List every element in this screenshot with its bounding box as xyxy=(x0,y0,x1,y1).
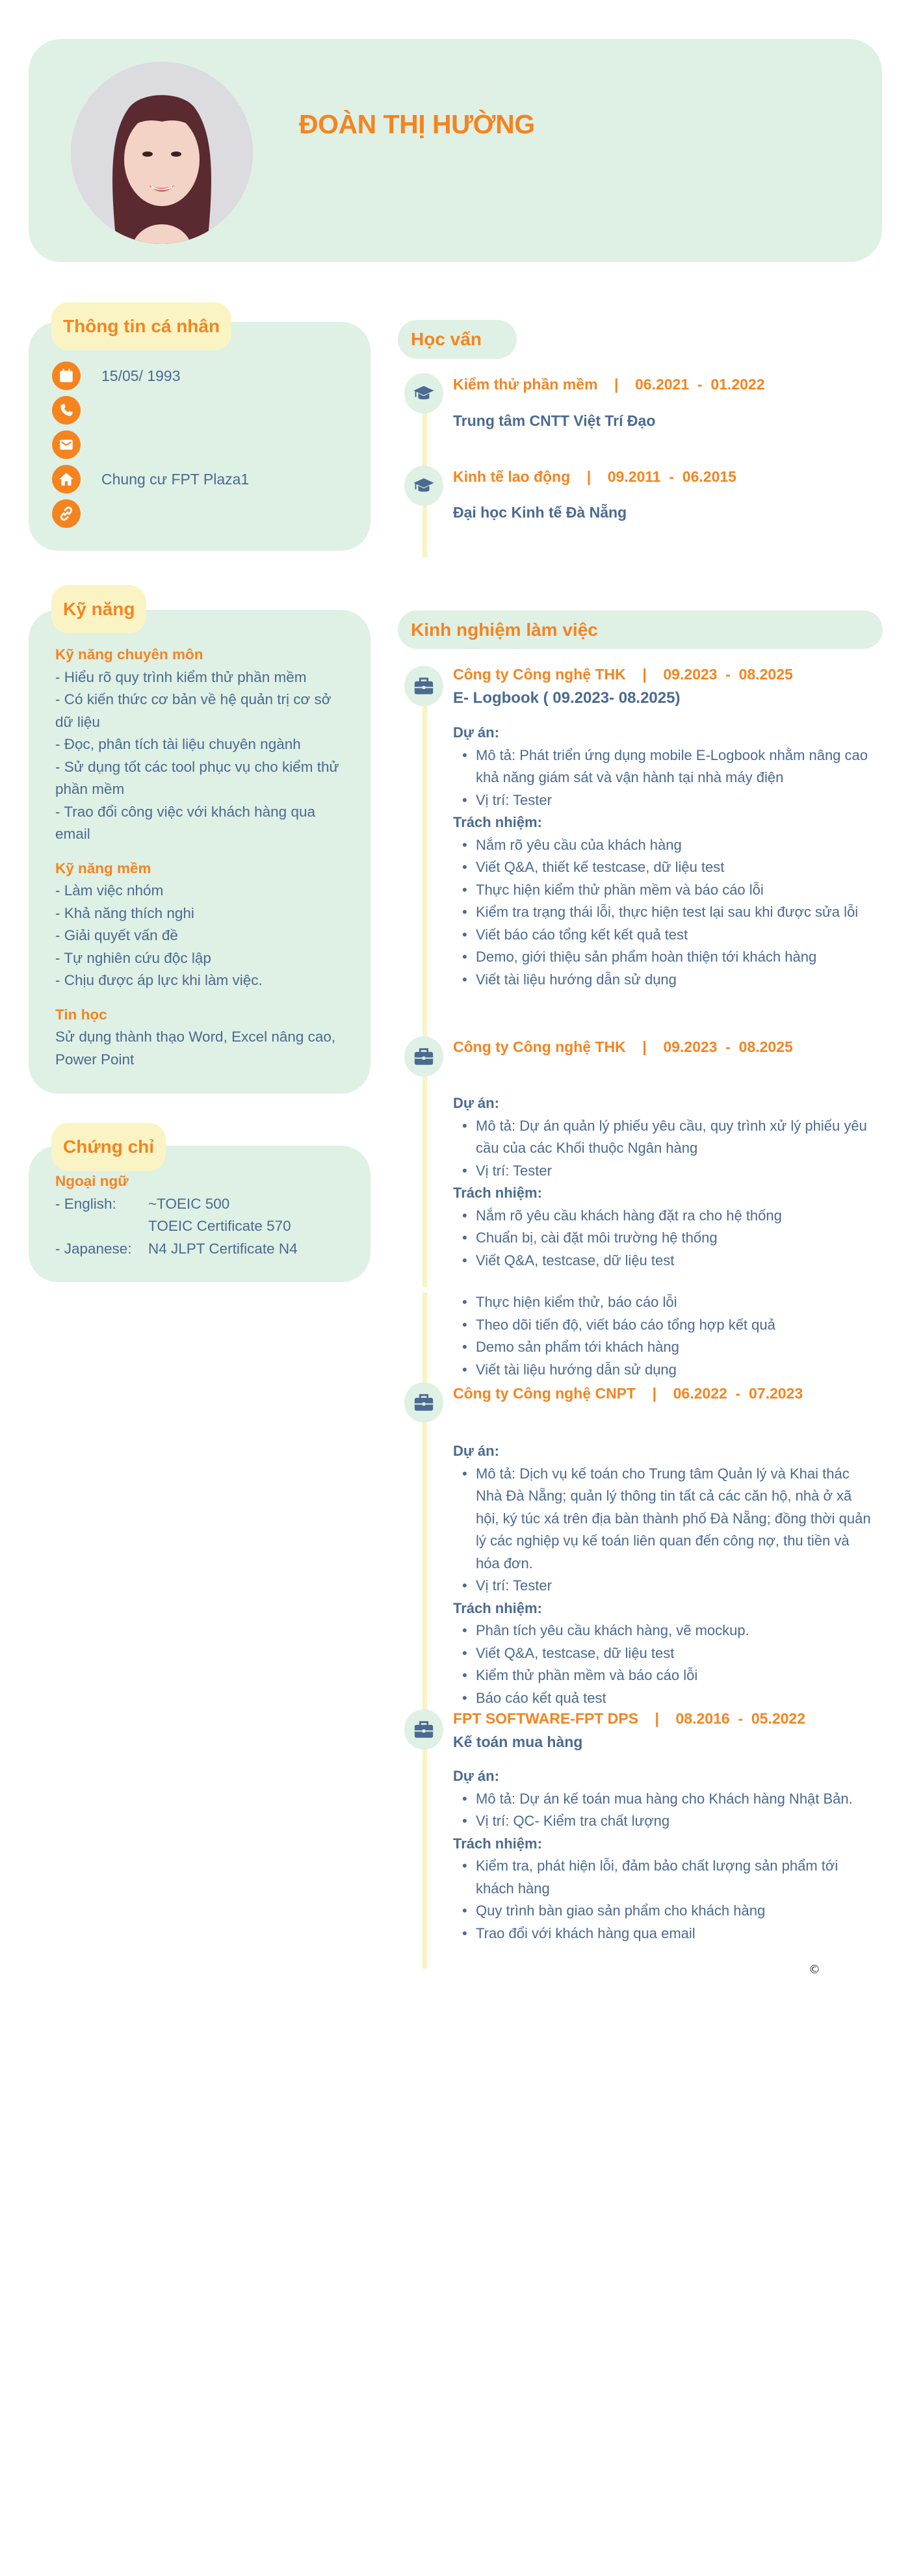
experience-timeline xyxy=(422,676,427,1287)
responsibility-item: • Demo sản phẩm tới khách hàng xyxy=(453,1336,876,1359)
birthdate-text: 15/05/ 1993 xyxy=(101,367,181,384)
project-item: • Mô tả: Dự án kế toán mua hàng cho Khách hàng Nhật Bản. xyxy=(453,1788,876,1811)
education-title: Học vấn xyxy=(398,320,517,359)
responsibility-item: • Viết báo cáo tổng kết kết quả test xyxy=(453,924,876,947)
skill-line: - Có kiến thức cơ bản về hệ quản trị cơ sở dữ liệu xyxy=(55,691,332,730)
project-item: • Vị trí: Tester xyxy=(453,789,876,812)
education-school: Đại học Kinh tế Đà Nẵng xyxy=(453,504,627,521)
job-subtitle: Kế toán mua hàng xyxy=(453,1733,583,1750)
it-skills-heading: Tin học xyxy=(55,1006,107,1023)
languages-heading: Ngoại ngữ xyxy=(55,1173,129,1189)
project-item: • Mô tả: Dự án quản lý phiếu yêu cầu, quy trình xử lý phiếu yêu cầu của các Khối thuộc Ngân hàng xyxy=(453,1115,876,1160)
calendar-icon xyxy=(52,361,81,390)
cert-row: - English: ~TOEIC 500 xyxy=(55,1195,230,1212)
responsibility-item: • Demo, giới thiệu sản phẩm hoàn thiện tới khách hàng xyxy=(453,946,876,969)
profile-photo xyxy=(71,62,253,244)
project-item: • Vị trí: Tester xyxy=(453,1160,876,1183)
responsibility-item: • Trao đổi với khách hàng qua email xyxy=(453,1923,876,1945)
briefcase-icon xyxy=(404,666,443,706)
responsibility-item: • Kiểm tra, phát hiện lỗi, đảm bảo chất lượng sản phẩm tới khách hàng xyxy=(453,1855,876,1900)
responsibility-item: • Chuẩn bị, cài đặt môi trường hệ thống xyxy=(453,1227,876,1250)
skill-line: - Chịu được áp lực khi làm việc. xyxy=(55,972,263,988)
project-item: • Vị trí: QC- Kiểm tra chất lượng xyxy=(453,1810,876,1833)
responsibility-item: • Viết tài liệu hướng dẫn sử dụng xyxy=(453,1359,876,1382)
phone-icon xyxy=(52,396,81,425)
profile-header xyxy=(29,39,882,262)
certificates-content xyxy=(55,1170,361,1260)
job-details: Dự án: • Mô tả: Dịch vụ kế toán cho Trung tâm Quản lý và Khai thác Nhà Đà Nẵng; quản lý thông tin tất cả các căn hộ, nhà ở xã hội, ký túc xá trên địa bàn thành phố Đà Nẵng; đồng thời quản lý các nghiệp vụ kế toán liên quan đến công nợ, thu tiền và hóa đơn. • Vị trí: Tester Trách nhiệm: • Phân tích yêu cầu khách hàng, vẽ mockup. • Viết Q&A, testcase, dữ liệu test • Kiểm thử phần mềm và báo cáo lỗi • Báo cáo kết quả test xyxy=(453,1440,876,1709)
responsibility-item: • Phân tích yêu cầu khách hàng, vẽ mockup. xyxy=(453,1620,876,1642)
responsibility-item: • Viết Q&A, testcase, dữ liệu test xyxy=(453,1642,876,1665)
job-header: Công ty Công nghệ THK | 09.2023 - 08.2025 xyxy=(453,666,793,683)
soft-skills-heading: Kỹ năng mềm xyxy=(55,860,151,876)
skill-line: - Sử dụng tốt các tool phục vụ cho kiểm thử phần mềm xyxy=(55,758,339,797)
info-row-address xyxy=(52,465,249,493)
responsibility-item: • Thực hiện kiểm thử, báo cáo lỗi xyxy=(453,1291,876,1314)
skill-line: - Trao đổi công việc với khách hàng qua email xyxy=(55,803,315,842)
cert-row: - Japanese: N4 JLPT Certificate N4 xyxy=(55,1240,298,1257)
cert-row: TOEIC Certificate 570 xyxy=(148,1218,291,1234)
info-row-link xyxy=(52,499,101,528)
job-header: FPT SOFTWARE-FPT DPS | 08.2016 - 05.2022 xyxy=(453,1710,806,1727)
skill-line: - Đọc, phân tích tài liệu chuyên ngành xyxy=(55,736,301,752)
it-skills-text: Sử dụng thành thạo Word, Excel nâng cao, Power Point xyxy=(55,1029,336,1068)
responsibility-item: • Thực hiện kiểm thử phần mềm và báo cáo lỗi xyxy=(453,879,876,902)
responsibility-item: • Kiểm tra trạng thái lỗi, thực hiện test lại sau khi được sửa lỗi xyxy=(453,901,876,924)
avatar xyxy=(71,62,253,244)
professional-skills-heading: Kỹ năng chuyên môn xyxy=(55,646,203,663)
responsibility-item: • Viết Q&A, thiết kế testcase, dữ liệu test xyxy=(453,856,876,879)
project-item: • Mô tả: Dịch vụ kế toán cho Trung tâm Quản lý và Khai thác Nhà Đà Nẵng; quản lý thông tin tất cả các căn hộ, nhà ở xã hội, ký túc xá trên địa bàn thành phố Đà Nẵng; đồng thời quản lý các nghiệp vụ kế toán liên quan đến công nợ, thu tiền và hóa đơn. xyxy=(453,1463,876,1575)
briefcase-icon xyxy=(404,1709,443,1750)
project-item: • Mô tả: Phát triển ứng dụng mobile E-Logbook nhằm nâng cao khả năng giám sát và vận hành tại nhà máy điện xyxy=(453,744,876,789)
job-header: Công ty Công nghệ THK | 09.2023 - 08.2025 xyxy=(453,1038,793,1055)
info-row-birthdate xyxy=(52,361,181,390)
job-details: Dự án: • Mô tả: Dự án quản lý phiếu yêu cầu, quy trình xử lý phiếu yêu cầu của các Khối thuộc Ngân hàng • Vị trí: Tester Trách nhiệm: • Nắm rõ yêu cầu khách hàng đặt ra cho hệ thống • Chuẩn bị, cài đặt môi trường hệ thống • Viết Q&A, testcase, dữ liệu test xyxy=(453,1092,876,1272)
skill-line: - Khả năng thích nghi xyxy=(55,904,194,921)
address-text: Chung cư FPT Plaza1 xyxy=(101,470,250,488)
skills-title: Kỹ năng xyxy=(51,585,146,633)
briefcase-icon xyxy=(404,1382,443,1423)
job-subtitle: E- Logbook ( 09.2023- 08.2025) xyxy=(453,689,681,707)
graduation-cap-icon xyxy=(404,373,443,414)
job-details: Dự án: • Mô tả: Phát triển ứng dụng mobile E-Logbook nhằm nâng cao khả năng giám sát và vận hành tại nhà máy điện • Vị trí: Tester Trách nhiệm: • Nắm rõ yêu cầu của khách hàng • Viết Q&A, thiết kế testcase, dữ liệu test • Thực hiện kiểm thử phần mềm và báo cáo lỗi • Kiểm tra trạng thái lỗi, thực hiện test lại sau khi được sửa lỗi • Viết báo cáo tổng kết kết quả test • Demo, giới thiệu sản phẩm hoàn thiện tới khách hàng • Viết tài liệu hướng dẫn sử dụng xyxy=(453,722,876,991)
info-row-phone xyxy=(52,396,101,425)
responsibility-item: • Theo dõi tiến độ, viết báo cáo tổng hợp kết quả xyxy=(453,1314,876,1337)
education-item-header: Kinh tế lao động | 09.2011 - 06.2015 xyxy=(453,468,736,485)
graduation-cap-icon xyxy=(404,466,443,506)
job-header: Công ty Công nghệ CNPT | 06.2022 - 07.2023 xyxy=(453,1385,803,1402)
experience-title: Kinh nghiệm làm việc xyxy=(398,611,883,649)
job-details-continued xyxy=(453,1291,876,1381)
candidate-name: ĐOÀN THỊ HƯỜNG xyxy=(299,109,535,139)
certificates-title: Chứng chỉ xyxy=(51,1123,166,1171)
job-details: Dự án: • Mô tả: Dự án kế toán mua hàng cho Khách hàng Nhật Bản. • Vị trí: QC- Kiểm tra chất lượng Trách nhiệm: • Kiểm tra, phát hiện lỗi, đảm bảo chất lượng sản phẩm tới khách hàng • Quy trình bàn giao sản phẩm cho khách hàng • Trao đổi với khách hàng qua email xyxy=(453,1765,876,1945)
briefcase-icon xyxy=(404,1036,443,1077)
project-item: • Vị trí: Tester xyxy=(453,1575,876,1597)
skill-line: - Tự nghiên cứu độc lập xyxy=(55,949,211,966)
skill-line: - Giải quyết vấn đề xyxy=(55,927,178,943)
responsibility-item: • Viết Q&A, testcase, dữ liệu test xyxy=(453,1250,876,1272)
responsibility-item: • Quy trình bàn giao sản phẩm cho khách hàng xyxy=(453,1900,876,1923)
education-item-header: Kiểm thử phần mềm | 06.2021 - 01.2022 xyxy=(453,376,765,393)
responsibility-item: • Báo cáo kết quả test xyxy=(453,1687,876,1710)
responsibility-item: • Viết tài liệu hướng dẫn sử dụng xyxy=(453,969,876,992)
home-icon xyxy=(52,465,81,493)
skill-line: - Hiểu rõ quy trình kiểm thử phần mềm xyxy=(55,668,307,685)
responsibility-item: • Kiểm thử phần mềm và báo cáo lỗi xyxy=(453,1664,876,1687)
link-icon[interactable] xyxy=(52,499,81,528)
responsibility-item: • Nắm rõ yêu cầu khách hàng đặt ra cho hệ thống xyxy=(453,1205,876,1228)
info-row-email xyxy=(52,430,101,459)
education-school: Trung tâm CNTT Việt Trí Đạo xyxy=(453,412,656,429)
email-icon xyxy=(52,430,81,459)
skills-content xyxy=(55,644,341,1071)
copyright-icon: © xyxy=(809,1963,820,1977)
responsibility-item: • Nắm rõ yêu cầu của khách hàng xyxy=(453,834,876,857)
personal-info-title: Thông tin cá nhân xyxy=(51,302,231,350)
skill-line: - Làm việc nhóm xyxy=(55,882,164,899)
